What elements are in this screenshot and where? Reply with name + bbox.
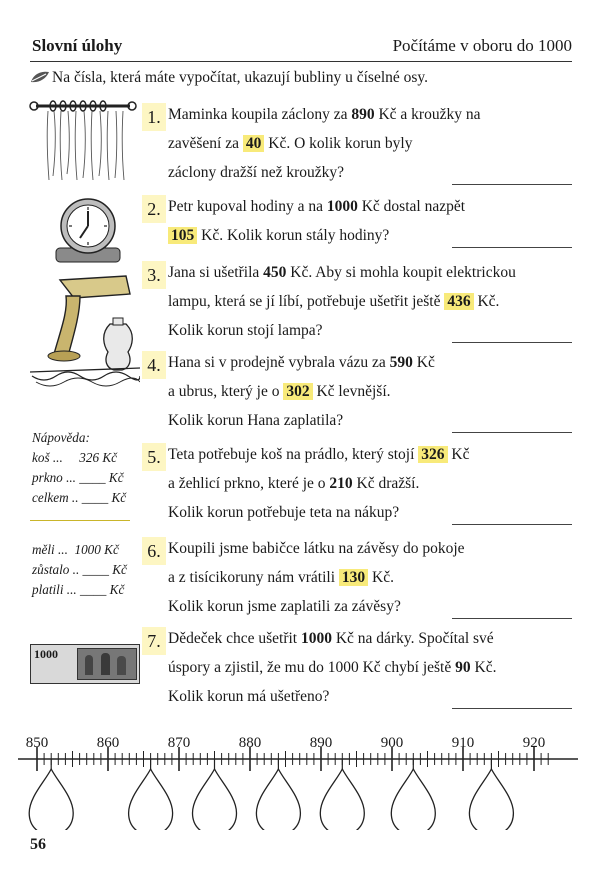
page-number: 56	[30, 836, 46, 853]
task-text-line	[168, 569, 394, 587]
task-number: 1.	[142, 103, 166, 131]
task-number: 6.	[142, 537, 166, 565]
answer-line[interactable]	[452, 432, 572, 433]
task-text-line	[168, 322, 323, 340]
text-segment: Kolik korun Hana zaplatila?	[168, 412, 344, 429]
task-text-line	[168, 135, 412, 153]
text-segment: záclony dražší než kroužky?	[168, 164, 345, 181]
text-segment: Kolik korun stojí lampa?	[168, 322, 323, 339]
task-number: 2.	[142, 195, 166, 223]
text-segment: Kč.	[473, 293, 500, 310]
task-text-line	[168, 412, 343, 430]
hint-row: koš ... 326 Kč	[32, 450, 117, 465]
answer-line[interactable]	[452, 618, 572, 619]
answer-bubble[interactable]	[469, 769, 513, 830]
text-segment: Koupili jsme babičce látku na závěsy do pokoje	[168, 540, 465, 557]
task-number: 3.	[142, 261, 166, 289]
tick-label: 910	[451, 735, 475, 751]
answer-bubble[interactable]	[29, 769, 73, 830]
clock-illustration	[52, 196, 124, 264]
hint-row: prkno ... ____ Kč	[32, 470, 124, 485]
text-segment: Kč. O kolik korun byly	[264, 135, 413, 152]
highlighted-number: 436	[444, 293, 473, 310]
text-segment: Kolik korun jsme zaplatili za závěsy?	[168, 598, 401, 615]
tick-label: 900	[380, 735, 404, 751]
curtains-illustration	[26, 96, 138, 182]
section-title: Slovní úlohy	[32, 36, 123, 55]
text-segment: Kč dražší.	[352, 475, 420, 492]
task-text-line	[168, 293, 499, 311]
banknote-illustration	[30, 644, 140, 684]
text-segment: a žehlicí prkno, které je o	[168, 475, 330, 492]
answer-bubble[interactable]	[256, 769, 300, 830]
hint-box-task-5	[32, 428, 126, 508]
topic-subtitle: Počítáme v oboru do 1000	[392, 36, 572, 55]
leaf-icon	[30, 70, 50, 84]
hint-row: platili ... ____ Kč	[32, 582, 125, 597]
text-segment: a ubrus, který je o	[168, 383, 284, 400]
text-segment: Maminka koupila záclony za	[168, 106, 352, 123]
number-line	[0, 730, 608, 830]
text-segment: Petr kupoval hodiny a na	[168, 198, 327, 215]
answer-bubble[interactable]	[391, 769, 435, 830]
highlighted-number: 40	[243, 135, 265, 152]
text-segment: Kč	[412, 354, 435, 371]
text-segment: Hana si v prodejně vybrala vázu za	[168, 354, 390, 371]
task-text-line	[168, 504, 399, 522]
text-segment: Kč levnější.	[312, 383, 391, 400]
task-text-line	[168, 227, 389, 245]
text-segment: lampu, která se jí líbí, potřebuje ušetřit ještě	[168, 293, 445, 310]
text-segment: Kč.	[470, 659, 497, 676]
bold-number: 590	[389, 354, 413, 371]
hint-row: měli ... 1000 Kč	[32, 542, 119, 557]
tick-label: 860	[96, 735, 120, 751]
text-segment: Kolik korun potřebuje teta na nákup?	[168, 504, 400, 521]
text-segment: Jana si ušetřila	[168, 264, 264, 281]
task-number: 7.	[142, 627, 166, 655]
answer-line[interactable]	[452, 184, 572, 185]
task-text-line	[168, 446, 470, 464]
header-rule	[30, 61, 572, 62]
bold-number: 1000	[326, 198, 358, 215]
bold-number: 210	[329, 475, 353, 492]
task-number: 4.	[142, 351, 166, 379]
text-segment: zavěšení za	[168, 135, 243, 152]
intro-text: Na čísla, která máte vypočítat, ukazují bubliny u číselné osy.	[52, 69, 429, 86]
answer-bubble[interactable]	[193, 769, 237, 830]
text-segment: Kč dostal nazpět	[357, 198, 466, 215]
task-text-line	[168, 106, 480, 124]
task-text-line	[168, 383, 391, 401]
tick-label: 880	[238, 735, 262, 751]
task-number: 5.	[142, 443, 166, 471]
hint-title: Nápověda:	[32, 430, 90, 445]
task-text-line	[168, 659, 496, 677]
answer-line[interactable]	[452, 708, 572, 709]
task-text-line	[168, 688, 329, 706]
text-segment: Kč.	[368, 569, 394, 586]
highlighted-number: 105	[168, 227, 197, 244]
tick-label: 890	[309, 735, 333, 751]
text-segment: Kč. Kolik korun stály hodiny?	[197, 227, 390, 244]
tick-label: 870	[167, 735, 191, 751]
task-text-line	[168, 354, 435, 372]
highlighted-number: 130	[339, 569, 368, 586]
text-segment: Kč a kroužky na	[374, 106, 481, 123]
answer-line[interactable]	[452, 342, 572, 343]
bold-number: 890	[351, 106, 375, 123]
highlighted-number: 302	[283, 383, 312, 400]
task-text-line	[168, 475, 419, 493]
task-text-line	[168, 630, 494, 648]
text-segment: Kč na dárky. Spočítal své	[331, 630, 494, 647]
text-segment: Kč	[447, 446, 470, 463]
text-segment: Kč. Aby si mohla koupit elektrickou	[286, 264, 516, 281]
hint-divider	[30, 520, 130, 521]
answer-bubble[interactable]	[129, 769, 173, 830]
text-segment: Dědeček chce ušetřit	[168, 630, 301, 647]
tick-label: 850	[25, 735, 49, 751]
hint-row: celkem .. ____ Kč	[32, 490, 127, 505]
highlighted-number: 326	[418, 446, 447, 463]
tick-label: 920	[522, 735, 546, 751]
task-text-line	[168, 198, 465, 216]
answer-line[interactable]	[452, 247, 572, 248]
banknote-value: 1000	[34, 647, 58, 661]
hint-row: zůstalo .. ____ Kč	[32, 562, 127, 577]
task-text-line	[168, 164, 344, 182]
text-segment: Kolik korun má ušetřeno?	[168, 688, 330, 705]
answer-bubble[interactable]	[320, 769, 364, 830]
text-segment: úspory a zjistil, že mu do 1000 Kč chybí ještě	[168, 659, 456, 676]
task-text-line	[168, 598, 401, 616]
bold-number: 90	[455, 659, 471, 676]
task-text-line	[168, 264, 516, 282]
lamp-vase-illustration	[30, 272, 140, 420]
bold-number: 450	[263, 264, 287, 281]
task-text-line	[168, 540, 465, 558]
answer-line[interactable]	[452, 524, 572, 525]
text-segment: Teta potřebuje koš na prádlo, který stojí	[168, 446, 419, 463]
bold-number: 1000	[300, 630, 332, 647]
text-segment: a z tisícikoruny nám vrátili	[168, 569, 339, 586]
hint-box-task-6	[32, 540, 127, 600]
